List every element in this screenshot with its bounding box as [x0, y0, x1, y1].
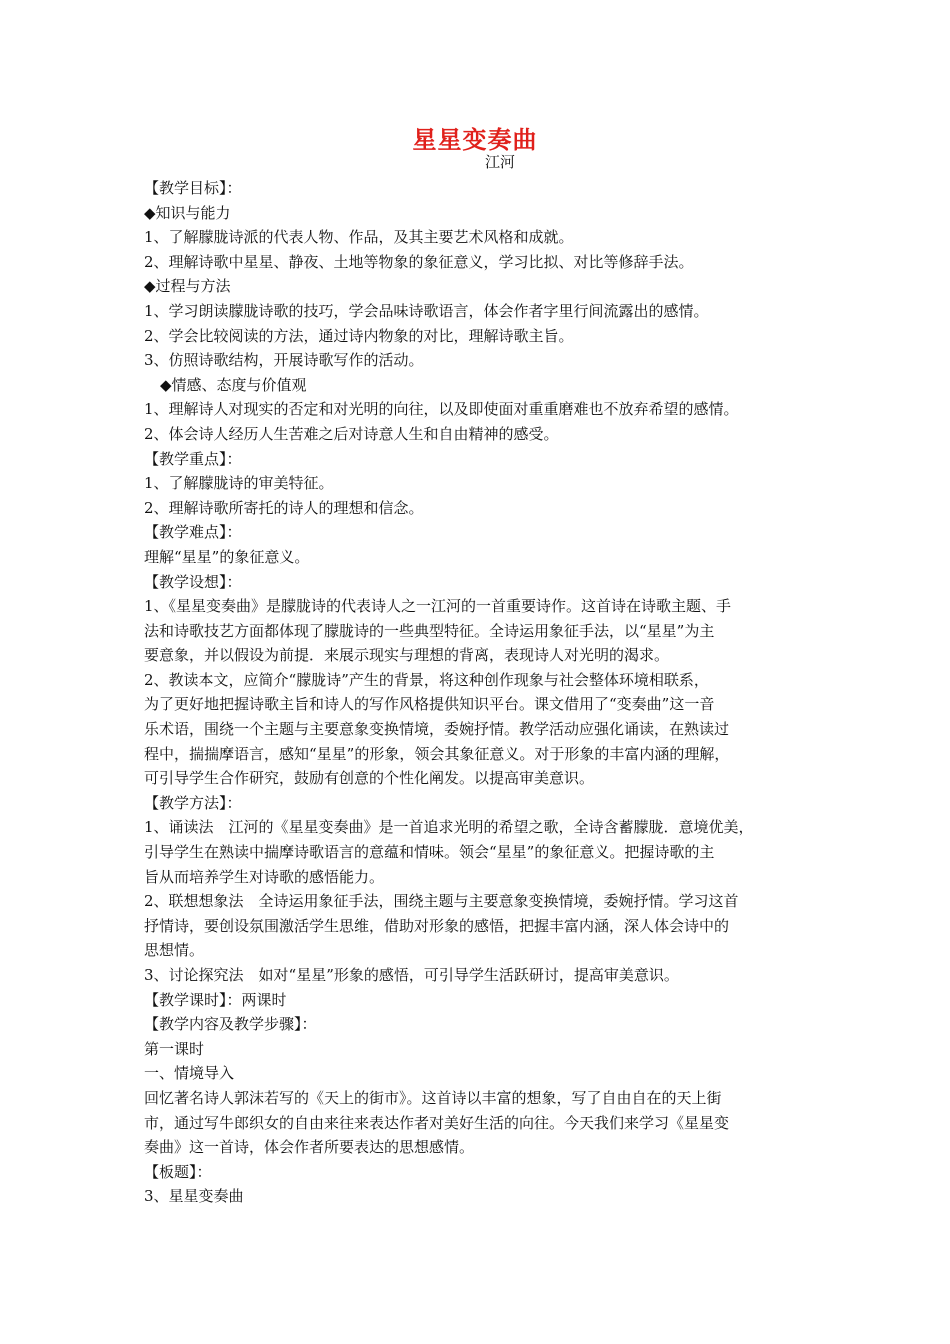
body-line: 为了更好地把握诗歌主旨和诗人的写作风格提供知识平台。课文借用了“变奏曲”这一音 [144, 695, 715, 714]
section-heading-steps: 【教学内容及教学步骤】： [144, 1015, 317, 1034]
document-title: 星星变奏曲 [412, 126, 538, 154]
body-line: 2、理解诗歌中星星、静夜、土地等物象的象征意义，学习比拟、对比等修辞手法。 [144, 252, 694, 271]
body-line: 1、了解朦胧诗派的代表人物、作品，及其主要艺术风格和成就。 [144, 228, 574, 247]
section-heading-board: 【板题】： [144, 1162, 212, 1181]
body-line: 回忆著名诗人郭沫若写的《天上的街市》。这首诗以丰富的想象，写了自由自在的天上街 [144, 1088, 722, 1107]
section-heading-objectives: 【教学目标】： [144, 179, 242, 197]
body-line: 1、理解诗人对现实的否定和对光明的向往，以及即使面对重重磨难也不放弃希望的感情。 [144, 400, 739, 419]
section-heading-methods: 【教学方法】： [144, 793, 242, 812]
body-line: 1、《星星变奏曲》是朦胧诗的代表诗人之一江河的一首重要诗作。这首诗在诗歌主题、手 [144, 597, 732, 616]
body-line: 2、体会诗人经历人生苦难之后对诗意人生和自由精神的感受。 [144, 424, 559, 443]
body-line: 引导学生在熟读中揣摩诗歌语言的意蕴和情味。领会“星星”的象征意义。把握诗歌的主 [144, 843, 715, 862]
body-line: 理解“星星”的象征意义。 [144, 547, 310, 566]
document-author: 江河 [484, 153, 515, 171]
body-line: 抒情诗，要创设氛围激活学生思维，借助对形象的感悟，把握丰富内涵，深人体会诗中的 [144, 916, 730, 935]
body-line: 3、星星变奏曲 [144, 1187, 244, 1206]
body-line: 2、联想想象法 全诗运用象征手法，围绕主题与主要意象变换情境，委婉抒情。学习这首 [144, 892, 739, 911]
section-heading-key-points: 【教学重点】： [144, 449, 242, 468]
body-line: 2、理解诗歌所寄托的诗人的理想和信念。 [144, 498, 424, 517]
body-line: 1、诵读法 江河的《星星变奏曲》是一首追求光明的希望之歌，全诗含蓄朦胧．意境优美， [144, 818, 754, 837]
section-heading-difficulties: 【教学难点】： [144, 523, 242, 542]
body-line: 法和诗歌技艺方面都体现了朦胧诗的一些典型特征。全诗运用象征手法，以“星星”为主 [144, 621, 715, 640]
body-line: 3、讨论探究法 如对“星星”形象的感悟，可引导学生活跃研讨，提高审美意识。 [144, 966, 679, 984]
body-line: 旨从而培养学生对诗歌的感悟能力。 [144, 867, 385, 886]
body-line: 第一课时 [144, 1039, 205, 1058]
body-line: 思想情。 [144, 941, 205, 960]
body-line: 可引导学生合作研究，鼓励有创意的个性化阐发。以提高审美意识。 [144, 769, 595, 788]
body-line: 1、了解朦胧诗的审美特征。 [144, 474, 334, 493]
document-body [144, 176, 816, 1209]
section-heading-design: 【教学设想】： [144, 572, 242, 591]
body-line: 2、教读本文，应简介“朦胧诗”产生的背景，将这种创作现象与社会整体环境相联系， [144, 670, 709, 689]
body-line: 程中，揣揣摩语言，感知“星星”的形象，领会其象征意义。对于形象的丰富内涵的理解， [144, 744, 730, 763]
body-line: 乐术语，围绕一个主题与主要意象变换情境，委婉抒情。教学活动应强化诵读，在熟读过 [144, 720, 730, 739]
body-line: 1、学习朗读朦胧诗歌的技巧，学会品味诗歌语言，体会作者字里行间流露出的感情。 [144, 301, 709, 320]
subheading-process: ◆过程与方法 [144, 277, 231, 296]
subheading-emotion: ◆情感、态度与价值观 [160, 375, 307, 394]
body-line: 一、情境导入 [144, 1064, 235, 1083]
subheading-knowledge: ◆知识与能力 [144, 203, 231, 222]
body-line: 要意象，并以假设为前提．来展示现实与理想的背离，表现诗人对光明的渴求。 [144, 646, 670, 665]
body-line: 2、学会比较阅读的方法，通过诗内物象的对比，理解诗歌主旨。 [144, 326, 574, 345]
body-line: 市，通过写牛郎织女的自由来往来表达作者对美好生活的向往。今天我们来学习《星星变 [144, 1113, 730, 1132]
section-heading-hours: 【教学课时】：两课时 [144, 990, 287, 1009]
body-line: 奏曲》这一首诗，体会作者所要表达的思想感情。 [144, 1138, 475, 1157]
body-line: 3、仿照诗歌结构，开展诗歌写作的活动。 [144, 351, 424, 370]
